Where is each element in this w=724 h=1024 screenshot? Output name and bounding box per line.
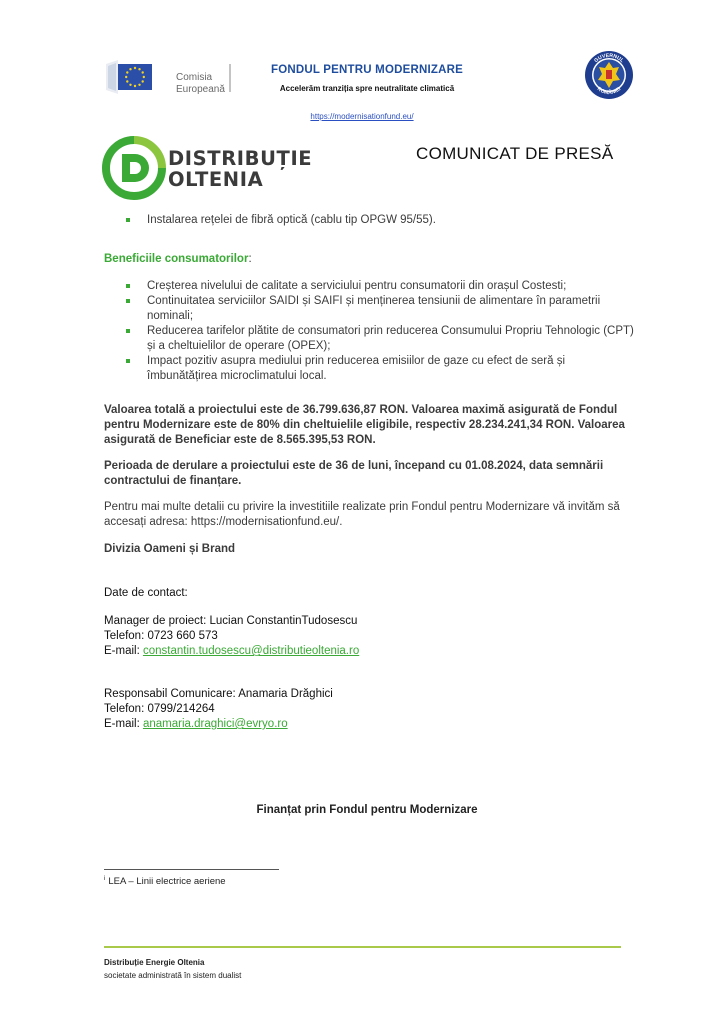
list-item: Impact pozitiv asupra mediului prin reducerea emisiilor de gaze cu efect de seră și îmbunătățirea microclimatului local. <box>104 354 634 384</box>
division-name: Divizia Oameni și Brand <box>104 543 236 555</box>
fund-subtitle: Accelerăm tranziția spre neutralitate climatică <box>279 84 455 93</box>
fund-url-link[interactable]: https://modernisationfund.eu/ <box>310 112 414 121</box>
manager-name: Manager de proiect: Lucian ConstantinTudosescu <box>104 615 358 627</box>
financed-by: Finanțat prin Fondul pentru Modernizare <box>256 804 478 816</box>
government-seal <box>584 50 634 100</box>
footer-company: Distribuție Energie Oltenia <box>104 958 205 967</box>
footer-divider <box>104 946 621 948</box>
communication-email-label: E-mail: <box>104 718 143 730</box>
manager-email-link[interactable]: constantin.tudosescu@distributieoltenia.ro <box>142 645 360 657</box>
seal-text-bottom: ROMÂNIEI <box>595 86 623 97</box>
list-item: Reducerea tarifelor plătite de consumatori prin reducerea Consumului Propriu Tehnologic (CPT) și a cheltuielilor de operare (OPEX); <box>104 324 634 354</box>
contact-heading: Date de contact: <box>104 587 188 599</box>
communication-contact <box>104 687 604 732</box>
svg-text:ROMÂNIEI <box>596 86 623 96</box>
distributie-oltenia-logo <box>102 136 317 200</box>
project-bullet-list <box>104 213 634 228</box>
project-value-paragraph: Valoarea totală a proiectului este de 36.799.636,87 RON. Valoarea maximă asigurată de Fondul pentru Modernizare este de 80% din cheltuielile eligibile, respectiv 28.234.241,34 RON. Valoarea asigurată de Beneficiar este de 8.565.395,53 RON. <box>104 404 625 446</box>
benefits-list <box>104 279 634 384</box>
do-logo-line1: DISTRIBUȚIE <box>168 147 313 170</box>
press-release-title: COMUNICAT DE PRESĂ <box>416 144 614 163</box>
list-item: Creșterea nivelului de calitate a serviciului pentru consumatorii din orașul Costesti; <box>104 279 634 294</box>
manager-contact <box>104 614 604 659</box>
ec-logo-line1: Comisia <box>176 72 213 83</box>
footnote-marker: i <box>104 876 106 882</box>
list-item: Continuitatea serviciilor SAIDI și SAIFI și menținerea tensiunii de alimentare în parametrii nominali; <box>104 294 634 324</box>
do-logo-line2: OLTENIA <box>168 168 264 191</box>
manager-email-label: E-mail: <box>104 645 143 657</box>
do-emblem-icon <box>102 136 166 200</box>
benefits-heading: Beneficiile consumatorilor: <box>104 253 252 265</box>
details-paragraph: Pentru mai multe detalii cu privire la investitiile realizate prin Fondul pentru Modernizare vă invităm să accesați adresa: https://modernisationfund.eu/. <box>104 501 620 528</box>
svg-text:GUVERNUL <box>593 53 625 65</box>
communication-phone: Telefon: 0799/214264 <box>104 703 215 715</box>
footnote-divider <box>104 869 279 870</box>
footer-subtitle: societate administrată în sistem dualist <box>104 971 242 980</box>
seal-text-top: GUVERNUL <box>593 52 625 65</box>
manager-phone: Telefon: 0723 660 573 <box>104 630 218 642</box>
list-item: Instalarea rețelei de fibră optică (cablu tip OPGW 95/55). <box>104 213 634 228</box>
footnote-text: LEA – Linii electrice aeriene <box>108 876 226 888</box>
fund-title: FONDUL PENTRU MODERNIZARE <box>271 64 463 76</box>
communication-name: Responsabil Comunicare: Anamaria Drăghici <box>104 688 333 700</box>
project-period-paragraph: Perioada de derulare a proiectului este de 36 de luni, începand cu 01.08.2024, data semnării contractului de finanțare. <box>104 460 604 487</box>
ec-logo-line2: Europeană <box>176 84 225 95</box>
communication-email-link[interactable]: anamaria.draghici@evryo.ro <box>142 718 288 730</box>
footnote <box>104 876 226 887</box>
